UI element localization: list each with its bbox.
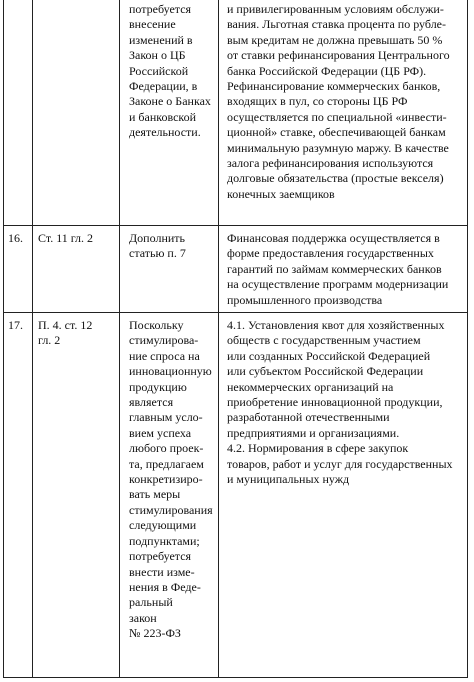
row-16-number: 16. [8, 231, 23, 245]
row-17-proposal [129, 318, 213, 642]
column-divider [218, 0, 219, 678]
text-line: 4.2. Нормирования в сфере закупок [227, 441, 409, 456]
text-line: Закон о ЦБ [129, 48, 186, 63]
text-line: стимулирова- [129, 333, 199, 348]
text-line: ционной» ставке, обеспечивающей банкам [227, 125, 446, 140]
text-line: форме предоставления государственных [227, 246, 434, 261]
text-line: внесение [129, 17, 176, 32]
text-line: вать меры [129, 487, 181, 502]
text-line: предприятиями и организациями. [227, 425, 400, 440]
text-line: банка Российской Федерации (ЦБ РФ). [227, 63, 427, 78]
text-line: № 223-ФЗ [129, 626, 181, 641]
text-line: статью п. 7 [129, 246, 186, 261]
text-line: некоммерческих организаций на [227, 379, 394, 394]
text-line: конкретизиро- [129, 472, 203, 487]
text-line: долговые обязательства (простые векселя) [227, 171, 444, 186]
text-line: любого проек- [129, 441, 204, 456]
row-1-content [227, 2, 450, 202]
text-line: от ставки рефинансирования Центрального [227, 48, 450, 63]
text-line: та, предлагаем [129, 456, 204, 471]
text-line: гарантий по займам коммерческих банков [227, 261, 442, 276]
row-divider [3, 312, 467, 313]
row-16-proposal [129, 231, 186, 262]
text-line: Российской [129, 63, 189, 78]
text-line: является [129, 395, 174, 410]
text-line: Ст. 11 гл. 2 [38, 231, 94, 245]
text-line: Законе о Банках [129, 94, 211, 109]
column-divider [32, 0, 33, 678]
row-17-article [38, 318, 92, 349]
text-line: изменений в [129, 32, 193, 47]
text-line: 4.1. Установления квот для хозяйственных [227, 318, 445, 332]
text-line: и привилегированным условиям обслужи- [227, 2, 444, 16]
column-divider [119, 0, 120, 678]
text-line: обществ с государственным участием [227, 333, 421, 348]
text-line: залога рефинансирования используются [227, 156, 434, 171]
text-line: на осуществление программ модернизации [227, 277, 449, 292]
text-line: главным усло- [129, 410, 203, 425]
text-line: нения в Феде- [129, 579, 201, 594]
text-line: П. 4. ст. 12 [38, 318, 93, 332]
text-line: ние спроса на [129, 348, 200, 363]
row-16-article [38, 231, 93, 246]
text-line: закон [129, 610, 157, 625]
text-line: и муниципальных нужд [227, 472, 350, 487]
text-line: Рефинансирование коммерческих банков, [227, 79, 441, 94]
text-line: приобретение инновационной продукции, [227, 395, 443, 410]
text-line: Дополнить [129, 231, 185, 245]
text-line: продукцию [129, 379, 187, 394]
text-line: минимальную разумную маржу. В качестве [227, 140, 449, 155]
text-line: осуществляется по специальной «инвести- [227, 109, 447, 124]
text-line: Финансовая поддержка осуществляется в [227, 231, 440, 245]
row-17-content [227, 318, 453, 487]
text-line: стимулирования [129, 502, 213, 517]
text-line: деятельности. [129, 125, 201, 140]
text-line: потребуется [129, 549, 192, 564]
text-line: вием успеха [129, 425, 192, 440]
text-line: инновационную [129, 364, 212, 379]
text-line: внести изме- [129, 564, 195, 579]
text-line: подпунктами; [129, 533, 200, 548]
table-right-border [467, 0, 468, 678]
text-line: или субъектом Российской Федерации [227, 364, 424, 379]
text-line: ральный [129, 595, 173, 610]
table-bottom-border [3, 677, 467, 678]
text-line: вым кредитам не должна превышать 50 % [227, 32, 443, 47]
text-line: Федерации, в [129, 79, 198, 94]
text-line: Поскольку [129, 318, 184, 332]
text-line: следующими [129, 518, 197, 533]
text-line: конечных заемщиков [227, 186, 335, 201]
table-left-border [3, 0, 4, 678]
row-divider [3, 225, 467, 226]
text-line: входящих в пул, со стороны ЦБ РФ [227, 94, 408, 109]
text-line: разработанной отечественными [227, 410, 390, 425]
text-line: вания. Льготная ставка процента по рубле- [227, 17, 446, 32]
row-17-number: 17. [8, 318, 23, 332]
text-line: промышленного производства [227, 292, 383, 307]
text-line: потребуется [129, 2, 192, 16]
row-16-content [227, 231, 448, 308]
text-line: или созданных Российской Федерацией [227, 348, 431, 363]
text-line: и банковской [129, 109, 197, 124]
text-line: товаров, работ и услуг для государственных [227, 456, 453, 471]
text-line: гл. 2 [38, 333, 61, 348]
row-1-proposal [129, 2, 211, 141]
